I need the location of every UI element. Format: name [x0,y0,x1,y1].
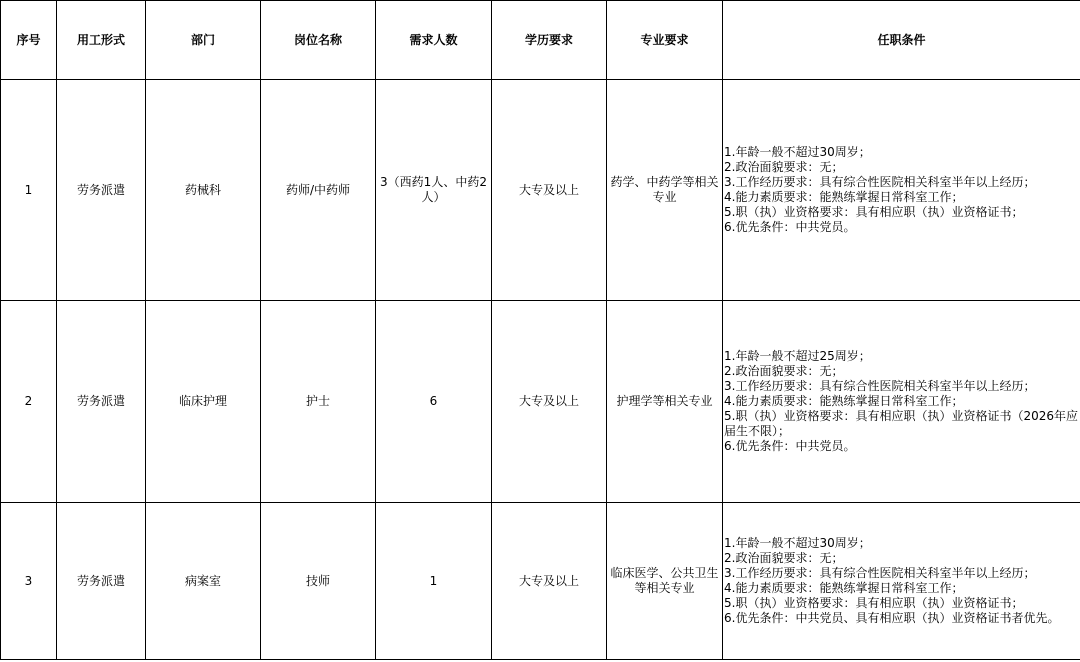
condition-line: 6.优先条件：中共党员。 [724,220,856,234]
cell-edu: 大专及以上 [492,301,607,503]
cell-major: 药学、中药学等相关专业 [607,80,723,301]
cell-edu: 大专及以上 [492,80,607,301]
cell-position: 技师 [261,503,376,660]
cell-count: 3（西药1人、中药2人） [376,80,492,301]
condition-line: 1.年龄一般不超过30周岁； [724,145,871,159]
cell-edu: 大专及以上 [492,503,607,660]
table-row [1,503,1080,660]
cell-conditions [723,301,1080,503]
header-form: 用工形式 [57,1,146,80]
cell-no: 3 [1,503,57,660]
header-edu: 学历要求 [492,1,607,80]
cell-no: 2 [1,301,57,503]
condition-line: 4.能力素质要求：能熟练掌握日常科室工作； [724,581,964,595]
cell-conditions [723,80,1080,301]
condition-line: 3.工作经历要求：具有综合性医院相关科室半年以上经历； [724,175,1036,189]
cell-no: 1 [1,80,57,301]
header-no: 序号 [1,1,57,80]
condition-line: 1.年龄一般不超过30周岁； [724,536,871,550]
condition-line: 2.政治面貌要求：无； [724,364,844,378]
condition-line: 6.优先条件：中共党员、具有相应职（执）业资格证书者优先。 [724,611,1060,625]
condition-line: 6.优先条件：中共党员。 [724,439,856,453]
cell-position: 护士 [261,301,376,503]
condition-line: 1.年龄一般不超过25周岁； [724,349,871,363]
cell-position: 药师/中药师 [261,80,376,301]
header-conditions: 任职条件 [723,1,1080,80]
header-position: 岗位名称 [261,1,376,80]
header-row [1,1,1080,80]
table-row [1,80,1080,301]
header-count: 需求人数 [376,1,492,80]
cell-dept: 病案室 [146,503,261,660]
condition-line: 4.能力素质要求：能熟练掌握日常科室工作； [724,394,964,408]
cell-form: 劳务派遣 [57,503,146,660]
cell-count: 1 [376,503,492,660]
condition-line: 2.政治面貌要求：无； [724,551,844,565]
condition-line: 3.工作经历要求：具有综合性医院相关科室半年以上经历； [724,566,1036,580]
cell-form: 劳务派遣 [57,80,146,301]
condition-line: 5.职（执）业资格要求：具有相应职（执）业资格证书； [724,596,1024,610]
cell-count: 6 [376,301,492,503]
cell-dept: 临床护理 [146,301,261,503]
header-major: 专业要求 [607,1,723,80]
cell-dept: 药械科 [146,80,261,301]
condition-line: 2.政治面貌要求：无； [724,160,844,174]
condition-line: 4.能力素质要求：能熟练掌握日常科室工作； [724,190,964,204]
cell-conditions [723,503,1080,660]
header-dept: 部门 [146,1,261,80]
table-row [1,301,1080,503]
condition-line: 3.工作经历要求：具有综合性医院相关科室半年以上经历； [724,379,1036,393]
cell-major: 临床医学、公共卫生等相关专业 [607,503,723,660]
condition-line: 5.职（执）业资格要求：具有相应职（执）业资格证书（2026年应届生不限）； [724,409,1078,438]
condition-line: 5.职（执）业资格要求：具有相应职（执）业资格证书； [724,205,1024,219]
cell-form: 劳务派遣 [57,301,146,503]
cell-major: 护理学等相关专业 [607,301,723,503]
